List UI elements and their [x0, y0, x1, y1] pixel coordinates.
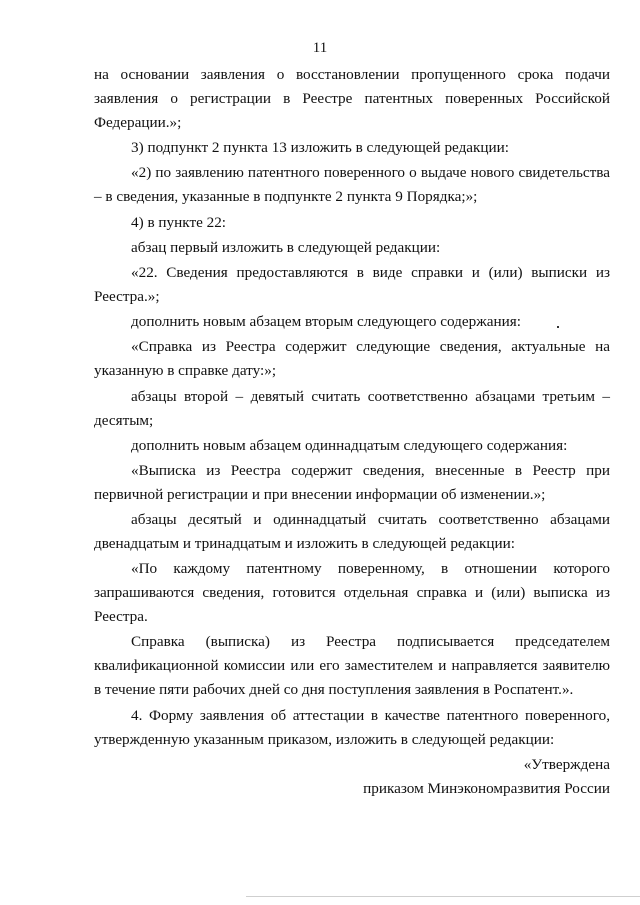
paragraph-4: 4) в пункте 22:	[131, 213, 227, 231]
page-number: 11	[312, 40, 328, 56]
paragraph-14: Справка (выписка) из Реестра подписывается председателем квалификационной комиссии или его заместителем и направляется заявителю в течение пяти рабочих дней со дня поступления заявления в Роспатент.».	[94, 633, 610, 699]
paragraph-1: на основании заявления о восстановлении пропущенного срока подачи заявления о регистрации в Реестре патентных поверенных Российской Федерации.»;	[94, 66, 610, 131]
scan-bottom-edge	[246, 896, 640, 897]
paragraph-2: 3) подпункт 2 пункта 13 изложить в следующей редакции:	[131, 139, 510, 157]
approval-block	[94, 753, 610, 801]
paragraph-6: «22. Сведения предоставляются в виде справки и (или) выписки из Реестра.»;	[94, 263, 610, 305]
approval-line-2: приказом Минэкономразвития России	[363, 779, 610, 797]
paragraph-13: «По каждому патентному поверенному, в отношении которого запрашиваются сведения, готовится отдельная справка и (или) выписка из Реестра.	[94, 560, 610, 626]
paragraph-7: дополнить новым абзацем вторым следующего содержания:	[131, 313, 521, 331]
paragraph-12: абзацы десятый и одиннадцатый считать соответственно абзацами двенадцатым и тринадцатым и изложить в следующей редакции:	[94, 511, 610, 553]
paragraph-15: 4. Форму заявления об аттестации в качестве патентного поверенного, утвержденную указанным приказом, изложить в следующей редакции:	[94, 706, 610, 748]
paragraph-8: «Справка из Реестра содержит следующие сведения, актуальные на указанную в справке дату:»;	[94, 338, 610, 380]
approval-line-1: «Утверждена	[523, 755, 610, 773]
paragraph-9: абзацы второй – девятый считать соответственно абзацами третьим – десятым;	[94, 387, 610, 429]
document-body	[94, 63, 610, 801]
scan-speck	[557, 326, 559, 328]
paragraph-11: «Выписка из Реестра содержит сведения, внесенные в Реестр при первичной регистрации и при внесении информации об изменении.»;	[94, 461, 610, 503]
paragraph-3: «2) по заявлению патентного поверенного о выдаче нового свидетельства – в сведения, указанные в подпункте 2 пункта 9 Порядка;»;	[94, 164, 610, 206]
paragraph-10: дополнить новым абзацем одиннадцатым следующего содержания:	[131, 436, 568, 454]
paragraph-5: абзац первый изложить в следующей редакции:	[131, 238, 441, 256]
